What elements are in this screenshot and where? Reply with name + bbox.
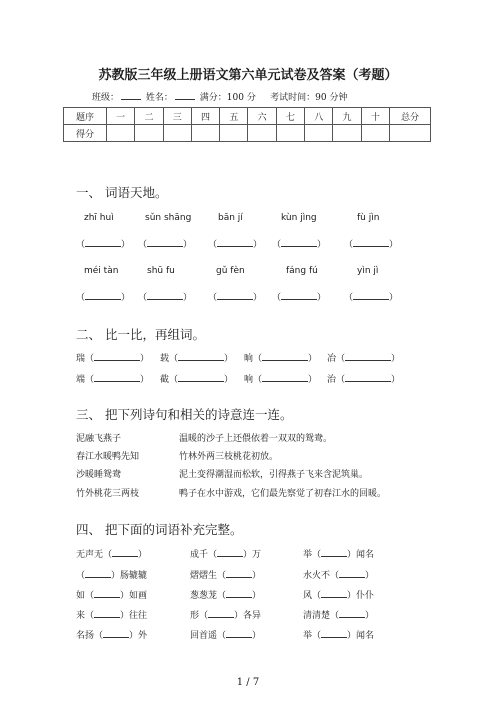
idiom-item: 成千（ ）万 xyxy=(190,550,262,560)
score-cell xyxy=(361,125,389,142)
score-table-header-row xyxy=(64,108,431,125)
name-label: 姓名： xyxy=(145,93,173,103)
class-blank xyxy=(121,91,141,100)
page-number: 1 / 7 xyxy=(236,677,260,688)
compare-item: 冶（ ） xyxy=(327,354,401,364)
score-cell xyxy=(276,125,304,142)
answer-paren: （ ） xyxy=(344,240,399,250)
poem-meaning: 鸭子在水中游戏，它们最先察觉了初春江水的回暖。 xyxy=(179,489,387,499)
answer-paren: （ ） xyxy=(344,293,399,303)
full-score: 满分：100 分 xyxy=(199,93,256,103)
answer-paren: （ ） xyxy=(208,240,263,250)
poem-line: 春江水暖鸭先知 xyxy=(76,452,140,462)
idiom-item: 名扬（ ）外 xyxy=(76,631,148,641)
idiom-item: 风（ ）仆仆 xyxy=(303,591,375,601)
idiom-item: 无声无（ ） xyxy=(76,550,148,560)
exam-time: 考试时间：90 分钟 xyxy=(270,93,348,103)
pinyin-1-2: sǔn shāng xyxy=(145,213,192,223)
pinyin-2-4: fáng fú xyxy=(286,266,318,276)
header-cell: 三 xyxy=(163,108,191,125)
score-cell xyxy=(135,125,163,142)
answer-paren: （ ） xyxy=(138,240,193,250)
pinyin-2-2: shū fu xyxy=(147,266,175,276)
compare-item: 响（ ） xyxy=(244,375,318,385)
idiom-item: 如（ ）如画 xyxy=(76,591,148,601)
score-cell xyxy=(220,125,248,142)
header-cell: 七 xyxy=(276,108,304,125)
poem-meaning: 泥土变得潮湿而松软，引得燕子飞来含泥筑巢。 xyxy=(179,470,369,480)
poem-meaning: 温暖的沙子上还偎依着一双双的鸳鸯。 xyxy=(179,434,333,444)
pinyin-1-3: bān jí xyxy=(218,213,243,223)
idiom-item: 熠熠生（ ） xyxy=(190,571,262,581)
section-2-heading: 二、 比一比，再组词。 xyxy=(76,327,205,342)
idiom-item: 水火不（ ） xyxy=(303,571,375,581)
idiom-item: 来（ ）往往 xyxy=(76,611,148,621)
answer-paren: （ ） xyxy=(138,293,193,303)
pinyin-2-3: gǔ fèn xyxy=(216,266,245,276)
score-table-score-row xyxy=(64,125,431,142)
score-cell xyxy=(390,125,431,142)
idiom-item: 举（ ）闻名 xyxy=(303,550,375,560)
name-blank xyxy=(175,91,195,100)
compare-item: 载（ ） xyxy=(160,354,234,364)
score-cell xyxy=(163,125,191,142)
answer-paren: （ ） xyxy=(208,293,263,303)
header-cell: 十 xyxy=(361,108,389,125)
header-cell: 一 xyxy=(107,108,135,125)
answer-paren: （ ） xyxy=(272,293,327,303)
score-row-label: 得分 xyxy=(64,125,107,142)
idiom-item: 清清楚（ ） xyxy=(303,611,375,621)
answer-paren: （ ） xyxy=(272,240,327,250)
compare-item: 截（ ） xyxy=(160,375,234,385)
header-cell: 总分 xyxy=(390,108,431,125)
idiom-item: （ ）肠辘辘 xyxy=(76,571,148,581)
header-cell: 四 xyxy=(191,108,219,125)
idiom-item: 形（ ）各异 xyxy=(190,611,262,621)
idiom-item: 回首遥（ ） xyxy=(190,631,262,641)
pinyin-2-1: méi tàn xyxy=(84,266,119,276)
poem-line: 泥融飞燕子 xyxy=(76,434,122,444)
section-1-heading: 一、 词语天地。 xyxy=(76,185,168,200)
idiom-item: 举（ ）闻名 xyxy=(303,631,375,641)
poem-meaning: 竹林外两三枝桃花初放。 xyxy=(179,452,279,462)
answer-paren: （ ） xyxy=(76,240,131,250)
score-table xyxy=(63,107,431,142)
compare-item: 端（ ） xyxy=(76,375,150,385)
compare-item: 晌（ ） xyxy=(244,354,318,364)
pinyin-1-4: kùn jìng xyxy=(281,213,317,223)
header-cell: 题序 xyxy=(64,108,107,125)
score-cell xyxy=(333,125,361,142)
exam-info xyxy=(92,90,347,103)
pinyin-1-1: zhī huì xyxy=(84,213,114,223)
compare-item: 瑞（ ） xyxy=(76,354,150,364)
header-cell: 八 xyxy=(305,108,333,125)
pinyin-1-5: fù jìn xyxy=(357,213,380,223)
poem-line: 竹外桃花三两枝 xyxy=(76,489,140,499)
section-4-heading: 四、 把下面的词语补充完整。 xyxy=(76,522,243,537)
page-title: 苏教版三年级上册语文第六单元试卷及答案（考题） xyxy=(98,68,398,83)
class-label: 班级： xyxy=(92,93,120,103)
idiom-item: 葱葱茏（ ） xyxy=(190,591,262,601)
header-cell: 五 xyxy=(220,108,248,125)
section-3-heading: 三、 把下列诗句和相关的诗意连一连。 xyxy=(76,407,293,422)
compare-item: 治（ ） xyxy=(327,375,401,385)
score-cell xyxy=(191,125,219,142)
score-cell xyxy=(107,125,135,142)
header-cell: 九 xyxy=(333,108,361,125)
score-cell xyxy=(248,125,276,142)
header-cell: 二 xyxy=(135,108,163,125)
poem-line: 沙暖睡鸳鸯 xyxy=(76,470,122,480)
header-cell: 六 xyxy=(248,108,276,125)
answer-paren: （ ） xyxy=(76,293,131,303)
score-cell xyxy=(305,125,333,142)
pinyin-2-5: yìn jì xyxy=(357,266,379,276)
